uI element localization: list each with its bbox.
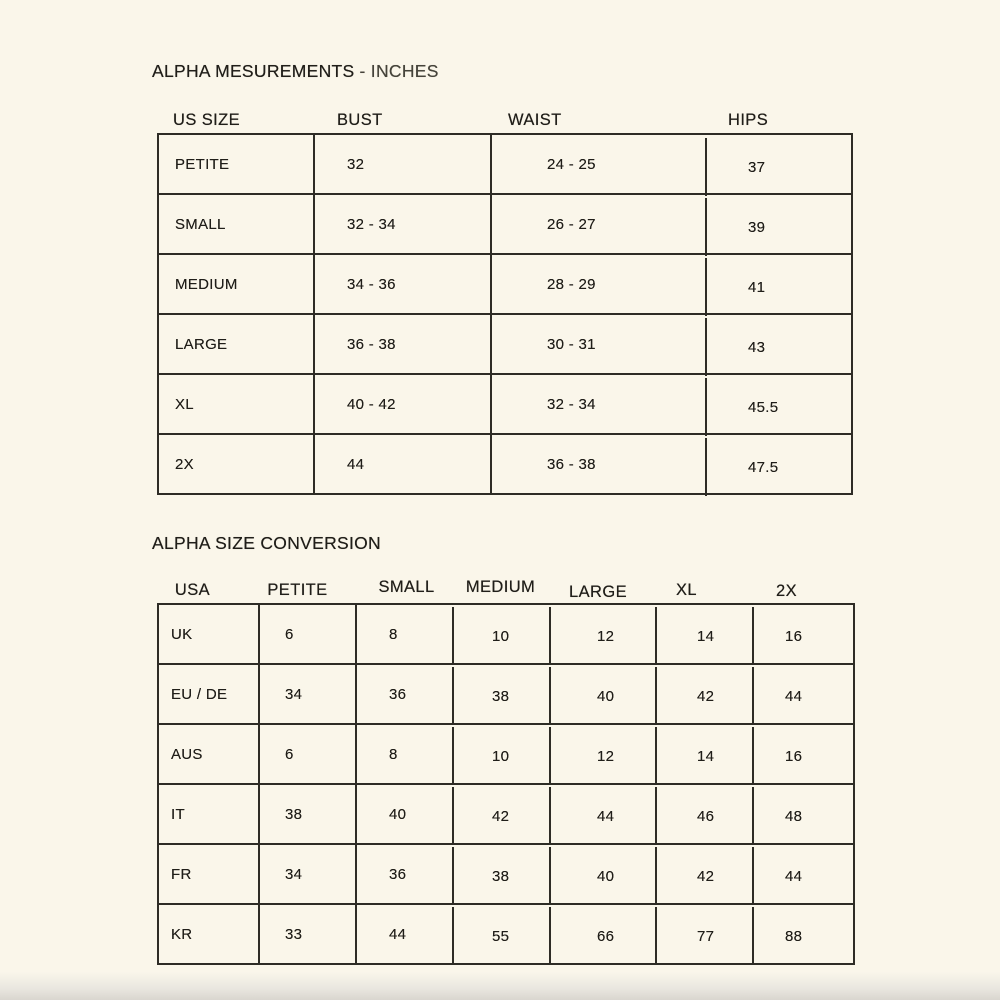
column-header-medium: MEDIUM [465, 578, 536, 596]
table-row [159, 253, 851, 313]
cell-value: 44 [313, 435, 490, 493]
cell-value: 32 [313, 135, 490, 193]
conversion-title [152, 533, 381, 554]
cell-value: 36 - 38 [490, 435, 705, 493]
row-label: KR [171, 925, 193, 943]
cell-value: 40 [549, 667, 655, 725]
cell-value: 46 [655, 787, 752, 845]
row-label: IT [171, 805, 185, 823]
column-header-bust: BUST [337, 111, 383, 129]
column-header-xl: XL [676, 581, 697, 599]
row-label: SMALL [175, 215, 226, 233]
cell-value: 38 [452, 667, 549, 725]
row-label: MEDIUM [175, 275, 238, 293]
cell-value: 33 [258, 905, 355, 963]
row-label: 2X [175, 455, 194, 473]
conversion-title-text: ALPHA SIZE CONVERSION [152, 533, 381, 553]
column-header-waist: WAIST [508, 111, 562, 129]
cell-value: 14 [655, 607, 752, 665]
column-header-us-size: US SIZE [173, 111, 240, 129]
cell-value: 34 [258, 845, 355, 903]
cell-value: 16 [752, 727, 853, 785]
measurements-title-text: ALPHA MESUREMENTS [152, 61, 355, 81]
cell-value: 42 [655, 847, 752, 905]
row-label: LARGE [175, 335, 228, 353]
column-header-usa: USA [174, 581, 211, 599]
table-row [159, 723, 853, 783]
measurements-title [152, 61, 439, 82]
table-row [159, 903, 853, 963]
measurements-table [157, 133, 853, 495]
cell-value: 88 [752, 907, 853, 965]
column-header-hips: HIPS [728, 111, 769, 129]
column-header-large: LARGE [569, 583, 627, 601]
row-label: UK [171, 625, 193, 643]
cell-value: 42 [655, 667, 752, 725]
cell-value: 24 - 25 [490, 135, 705, 193]
cell-value: 37 [705, 138, 851, 196]
row-label: XL [175, 395, 194, 413]
cell-value: 8 [355, 605, 452, 663]
row-label: PETITE [175, 155, 230, 173]
cell-value: 44 [752, 667, 853, 725]
cell-value: 40 - 42 [313, 375, 490, 433]
row-label: FR [171, 865, 192, 883]
table-row [159, 135, 851, 193]
cell-value: 12 [549, 607, 655, 665]
cell-value: 6 [258, 725, 355, 783]
cell-value: 6 [258, 605, 355, 663]
cell-value: 43 [705, 318, 851, 376]
cell-value: 12 [549, 727, 655, 785]
cell-value: 39 [705, 198, 851, 256]
cell-value: 10 [452, 727, 549, 785]
cell-value: 14 [655, 727, 752, 785]
cell-value: 47.5 [705, 438, 851, 496]
column-header-2x: 2X [776, 582, 797, 600]
table-row [159, 783, 853, 843]
cell-value: 44 [549, 787, 655, 845]
cell-value: 32 - 34 [313, 195, 490, 253]
cell-value: 28 - 29 [490, 255, 705, 313]
cell-value: 10 [452, 607, 549, 665]
cell-value: 8 [355, 725, 452, 783]
cell-value: 38 [452, 847, 549, 905]
cell-value: 36 - 38 [313, 315, 490, 373]
cell-value: 41 [705, 258, 851, 316]
table-row [159, 193, 851, 253]
cell-value: 16 [752, 607, 853, 665]
measurements-title-unit: - INCHES [359, 61, 439, 81]
table-row [159, 843, 853, 903]
table-row [159, 605, 853, 663]
cell-value: 26 - 27 [490, 195, 705, 253]
table-row [159, 313, 851, 373]
table-row [159, 663, 853, 723]
column-header-small: SMALL [378, 578, 435, 596]
cell-value: 40 [355, 785, 452, 843]
table-row [159, 373, 851, 433]
conversion-table [157, 603, 855, 965]
column-header-petite: PETITE [267, 581, 328, 599]
cell-value: 42 [452, 787, 549, 845]
cell-value: 34 [258, 665, 355, 723]
measurements-header-row [159, 98, 851, 130]
cell-value: 36 [355, 665, 452, 723]
table-row [159, 433, 851, 493]
row-label: EU / DE [171, 685, 228, 703]
cell-value: 44 [752, 847, 853, 905]
cell-value: 48 [752, 787, 853, 845]
cell-value: 30 - 31 [490, 315, 705, 373]
cell-value: 77 [655, 907, 752, 965]
cell-value: 44 [355, 905, 452, 963]
conversion-header-row [159, 568, 853, 600]
cell-value: 38 [258, 785, 355, 843]
cell-value: 66 [549, 907, 655, 965]
cell-value: 55 [452, 907, 549, 965]
row-label: AUS [171, 745, 203, 763]
cell-value: 32 - 34 [490, 375, 705, 433]
cell-value: 36 [355, 845, 452, 903]
cell-value: 34 - 36 [313, 255, 490, 313]
cell-value: 40 [549, 847, 655, 905]
bottom-edge-shadow [0, 972, 1000, 1000]
cell-value: 45.5 [705, 378, 851, 436]
